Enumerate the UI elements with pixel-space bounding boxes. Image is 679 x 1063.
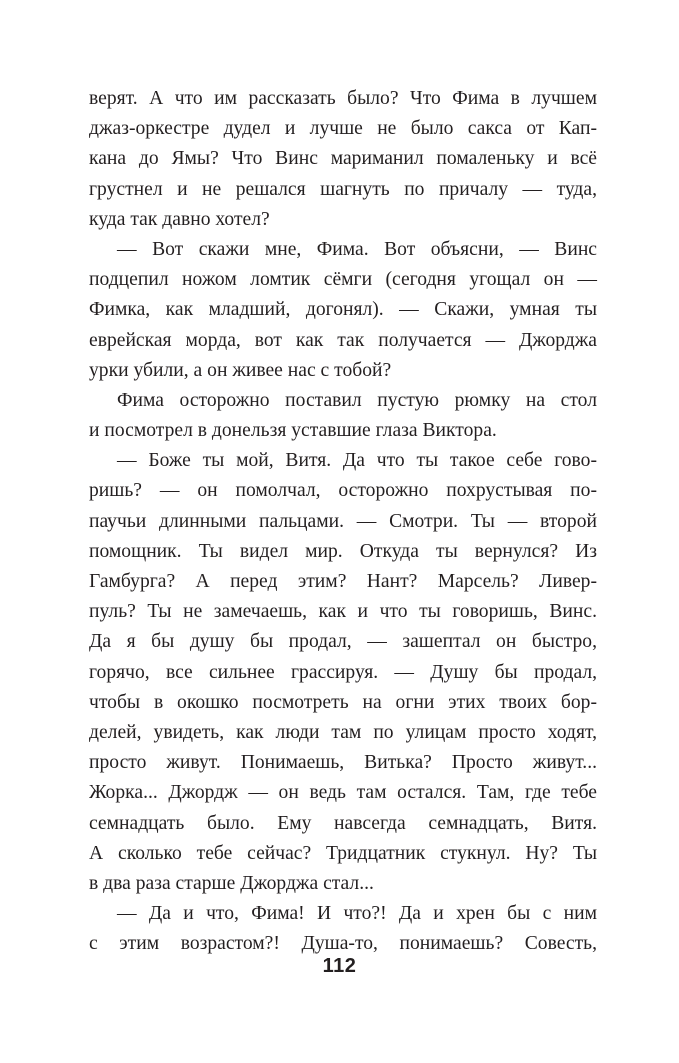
body-text (89, 84, 597, 959)
text-line: пуль? Ты не замечаешь, как и что ты говоришь, Винс. (89, 601, 597, 623)
text-line: — Боже ты мой, Витя. Да что ты такое себе гово- (117, 450, 597, 472)
text-line: помощник. Ты видел мир. Откуда ты вернулся? Из (89, 540, 597, 562)
text-line: ришь? — он помолчал, осторожно похрустывая по- (89, 480, 597, 502)
text-line: кана до Ямы? Что Винс мариманил помаленьку и всё (89, 148, 597, 170)
text-line: грустнел и не решался шагнуть по причалу — туда, (89, 178, 597, 200)
page-number: 112 (322, 955, 357, 977)
text-line: делей, увидеть, как люди там по улицам просто ходят, (89, 721, 597, 743)
text-line: в два раза старше Джорджа стал... (89, 872, 374, 894)
text-line: верят. А что им рассказать было? Что Фима в лучшем (89, 88, 597, 109)
text-line: Да я бы душу бы продал, — зашептал он быстро, (89, 631, 597, 653)
text-line: еврейская морда, вот как так получается — Джорджа (89, 329, 597, 351)
text-line: — Вот скажи мне, Фима. Вот объясни, — Винс (117, 238, 597, 260)
text-line: Фимка, как младший, догонял). — Скажи, умная ты (89, 299, 597, 321)
text-line: паучьи длинными пальцами. — Смотри. Ты — второй (89, 510, 597, 532)
text-line: Гамбурга? А перед этим? Нант? Марсель? Ливер- (89, 571, 597, 592)
text-line: Жорка... Джордж — он ведь там остался. Там, где тебе (89, 782, 597, 804)
text-line: куда так давно хотел? (89, 208, 270, 230)
text-line: — Да и что, Фима! И что?! Да и хрен бы с ним (117, 903, 597, 925)
text-line: и посмотрел в донельзя уставшие глаза Виктора. (89, 420, 497, 442)
text-line: с этим возрастом?! Душа-то, понимаешь? Совесть, (89, 933, 597, 955)
text-line: подцепил ножом ломтик сёмги (сегодня угощал он — (89, 269, 597, 291)
text-line: Фима осторожно поставил пустую рюмку на стол (117, 389, 597, 411)
text-line: семнадцать было. Ему навсегда семнадцать, Витя. (89, 812, 597, 834)
text-line: урки убили, а он живее нас с тобой? (89, 359, 392, 381)
text-line: просто живут. Понимаешь, Витька? Просто живут... (89, 752, 597, 774)
text-line: А сколько тебе сейчас? Тридцатник стукнул. Ну? Ты (89, 842, 597, 864)
text-line: джаз-оркестре дудел и лучше не было сакса от Кап- (89, 118, 597, 140)
text-line: горячо, все сильнее грассируя. — Душу бы продал, (89, 661, 597, 683)
text-line: чтобы в окошко посмотреть на огни этих твоих бор- (89, 691, 597, 713)
